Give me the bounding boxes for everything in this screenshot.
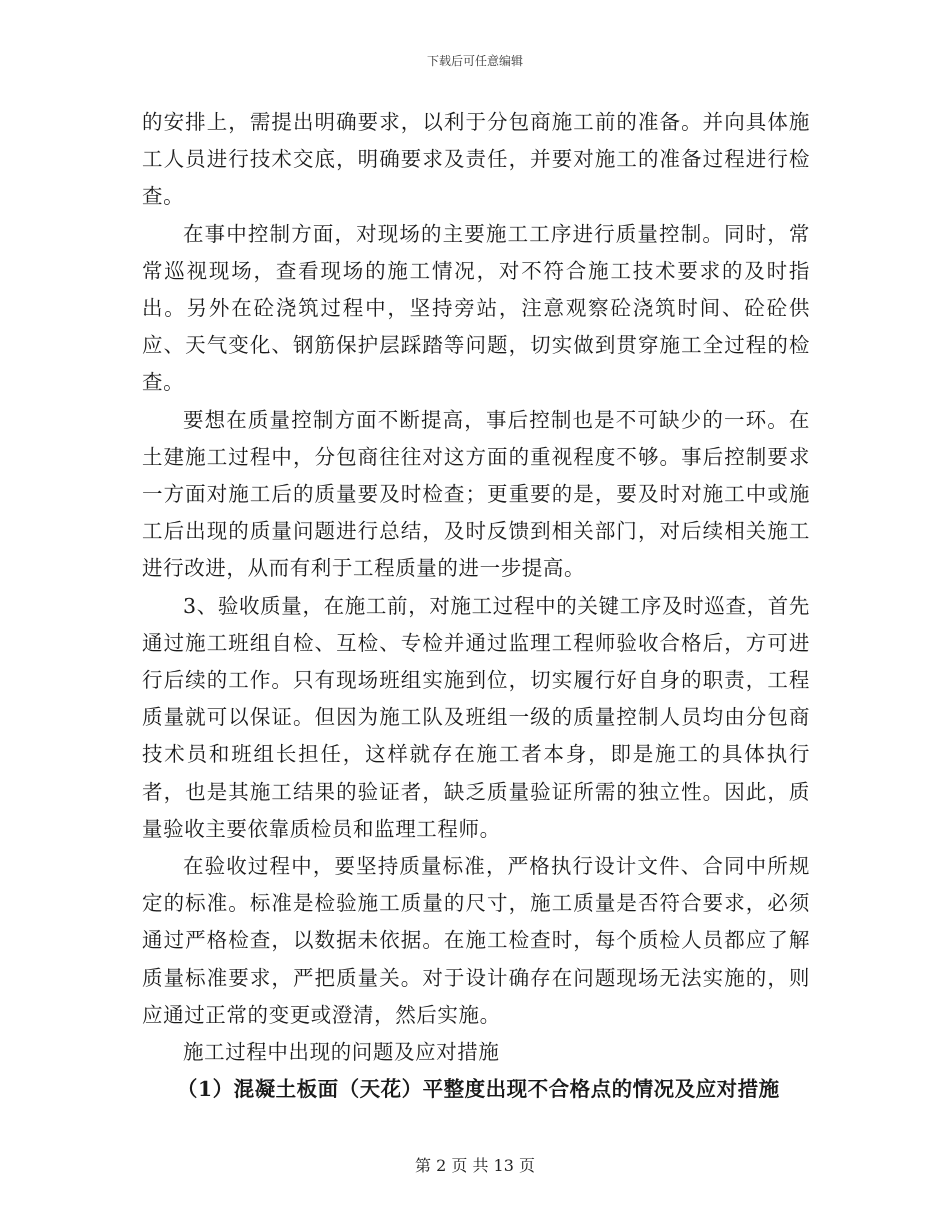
paragraph-acceptance-process: 在验收过程中，要坚持质量标准，严格执行设计文件、合同中所规定的标准。标准是检验施工质量的尺寸，施工质量是否符合要求，必须通过严格检查，以数据未依据。在施工检查时，每个质检人员都应了解质量标准要求，严把质量关。对于设计确存在问题现场无法实施的，则应通过正常的变更或澄清，然后实施。 [142, 854, 810, 1027]
page-number: 第 2 页 共 13 页 [415, 1156, 535, 1175]
section-title-problems: 施工过程中出现的问题及应对措施 [183, 1040, 500, 1065]
paragraph-in-process-control: 在事中控制方面，对现场的主要施工工序进行质量控制。同时，常常巡视现场，查看现场的施工情况，对不符合施工技术要求的及时指出。另外在砼浇筑过程中，坚持旁站，注意观察砼浇筑时间、砼砼供应、天气变化、钢筋保护层踩踏等问题，切实做到贯穿施工全过程的检查。 [142, 221, 810, 395]
paragraph-continued: 的安排上，需提出明确要求，以利于分包商施工前的准备。并向具体施工人员进行技术交底，明确要求及责任，并要对施工的准备过程进行检查。 [142, 110, 810, 209]
page-header-note: 下载后可任意编辑 [426, 54, 523, 68]
paragraph-post-control: 要想在质量控制方面不断提高，事后控制也是不可缺少的一环。在土建施工过程中，分包商往往对这方面的重视程度不够。事后控制要求一方面对施工后的质量要及时检查；更重要的是，要及时对施工中或施工后出现的质量问题进行总结，及时反馈到相关部门，对后续相关施工进行改进，从而有利于工程质量的进一步提高。 [142, 407, 810, 581]
subsection-heading: （1）混凝土板面（天花）平整度出现不合格点的情况及应对措施 [176, 1077, 780, 1102]
paragraph-acceptance-quality: 3、验收质量，在施工前，对施工过程中的关键工序及时巡查，首先通过施工班组自检、互检、专检并通过监理工程师验收合格后，方可进行后续的工作。只有现场班组实施到位，切实履行好自身的职责，工程质量就可以保证。但因为施工队及班组一级的质量控制人员均由分包商技术员和班组长担任，这样就存在施工者本身，即是施工的具体执行者，也是其施工结果的验证者，缺乏质量验证所需的独立性。因此，质量验收主要依靠质检员和监理工程师。 [142, 593, 810, 841]
document-body [142, 104, 810, 1108]
